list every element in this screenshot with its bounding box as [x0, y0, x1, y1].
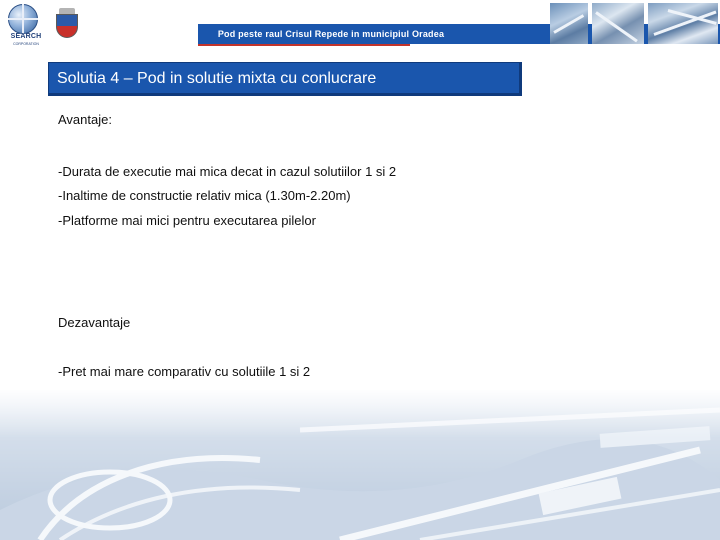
advantages-heading: Avantaje:: [58, 112, 112, 127]
header-logos: [0, 0, 90, 48]
section-title-box: [48, 62, 522, 96]
disadvantage-item: -Pret mai mare comparativ cu solutiile 1 si 2: [58, 364, 311, 379]
header-title: Pod peste raul Crisul Repede in municipiul Oradea: [217, 29, 445, 39]
advantage-item: -Platforme mai mici pentru executarea pilelor: [58, 213, 316, 228]
search-logo: [4, 4, 44, 46]
advantage-item: -Durata de executie mai mica decat in cazul solutiilor 1 si 2: [58, 164, 397, 179]
city-crest-icon: [56, 8, 78, 38]
bridge-photo-3: [648, 3, 718, 44]
logo-text: SEARCH: [10, 33, 42, 40]
disadvantages-heading: Dezavantaje: [58, 315, 131, 330]
header-photos: [548, 0, 720, 48]
section-title: Solutia 4 – Pod in solutie mixta cu conlucrare: [57, 70, 377, 87]
bridge-photo-1: [550, 3, 588, 44]
bridge-photo-2: [592, 3, 644, 44]
header-underline: [198, 44, 410, 46]
logo-subtext: CORPORATION: [13, 42, 39, 46]
advantage-item: -Inaltime de constructie relativ mica (1.30m-2.20m): [58, 188, 351, 203]
